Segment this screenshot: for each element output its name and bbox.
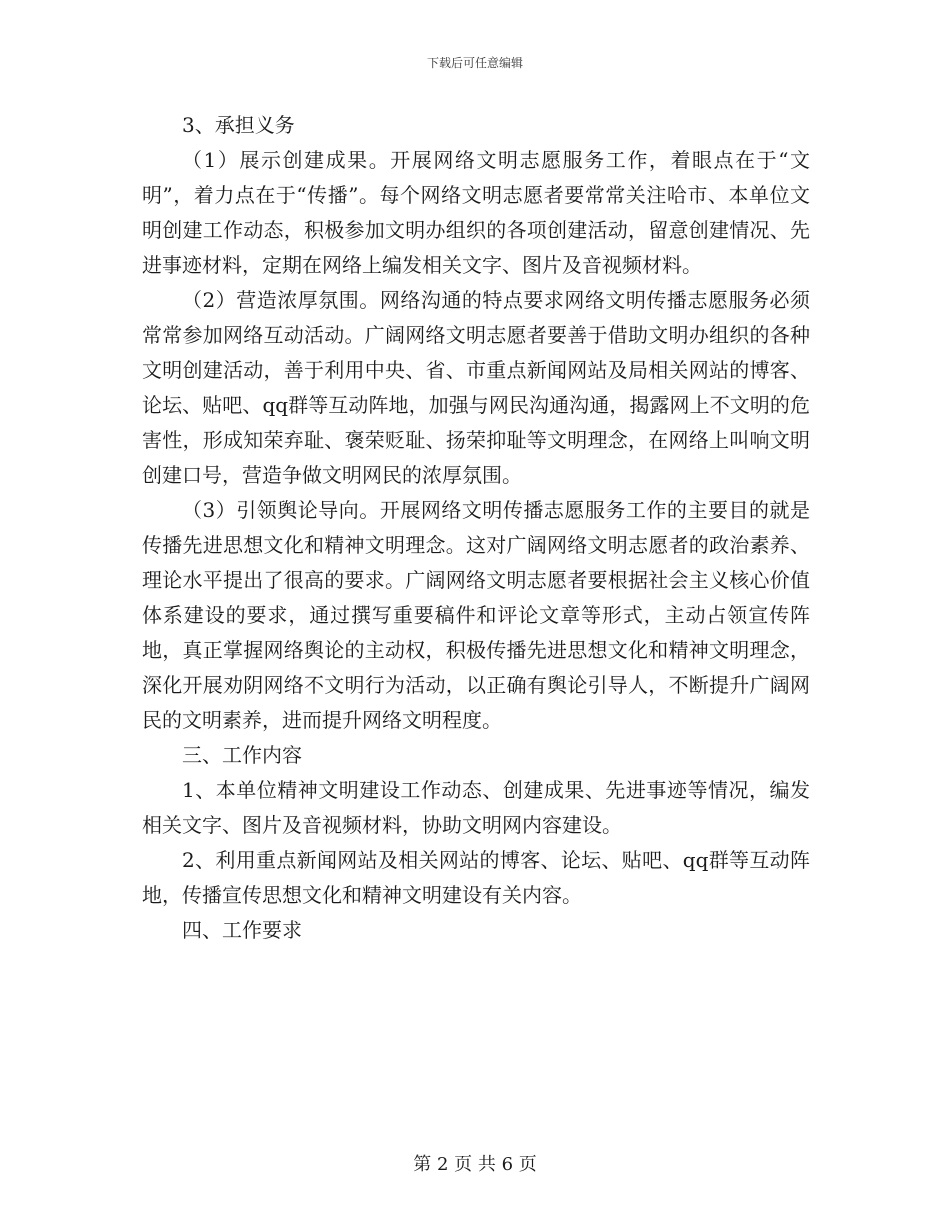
section-heading-work-content: 三、工作内容 <box>182 743 302 767</box>
section-heading-work-requirements: 四、工作要求 <box>182 918 302 942</box>
page-number: 第 2 页 共 6 页 <box>413 1154 537 1175</box>
paragraph-1: （1）展示创建成果。开展网络文明志愿服务工作，着眼点在于“文明”，着力点在于“传播”。每个网络文明志愿者要常常关注哈市、本单位文明创建工作动态，积极参加文明办组织的各项创建活动，留意创建情况、先进事迹材料，定期在网络上编发相关文字、图片及音视频材料。 <box>142 148 810 277</box>
paragraph-3: （3）引领舆论导向。开展网络文明传播志愿服务工作的主要目的就是传播先进思想文化和精神文明理念。这对广阔网络文明志愿者的政治素养、理论水平提出了很高的要求。广阔网络文明志愿者要根据社会主义核心价值体系建设的要求，通过撰写重要稿件和评论文章等形式，主动占领宣传阵地，真正掌握网络舆论的主动权，积极传播先进思想文化和精神文明理念，深化开展劝阴网络不文明行为活动，以正确有舆论引导人，不断提升广阔网民的文明素养，进而提升网络文明程度。 <box>142 498 810 732</box>
page-header: 下载后可任意编辑 <box>426 56 523 70</box>
paragraph-2: （2）营造浓厚氛围。网络沟通的特点要求网络文明传播志愿服务必须常常参加网络互动活动。广阔网络文明志愿者要善于借助文明办组织的各种文明创建活动，善于利用中央、省、市重点新闻网站及局相关网站的博客、论坛、贴吧、qq群等互动阵地，加强与网民沟通沟通，揭露网上不文明的危害性，形成知荣弃耻、褒荣贬耻、扬荣抑耻等文明理念，在网络上叫响文明创建口号，营造争做文明网民的浓厚氛围。 <box>142 288 810 487</box>
work-content-item-1: 1、本单位精神文明建设工作动态、创建成果、先进事迹等情况，编发相关文字、图片及音视频材料，协助文明网内容建设。 <box>142 778 810 837</box>
document-body <box>142 108 810 948</box>
work-content-item-2: 2、利用重点新闻网站及相关网站的博客、论坛、贴吧、qq群等互动阵地，传播宣传思想文化和精神文明建设有关内容。 <box>142 848 810 907</box>
section-heading-obligations: 3、承担义务 <box>182 113 295 137</box>
